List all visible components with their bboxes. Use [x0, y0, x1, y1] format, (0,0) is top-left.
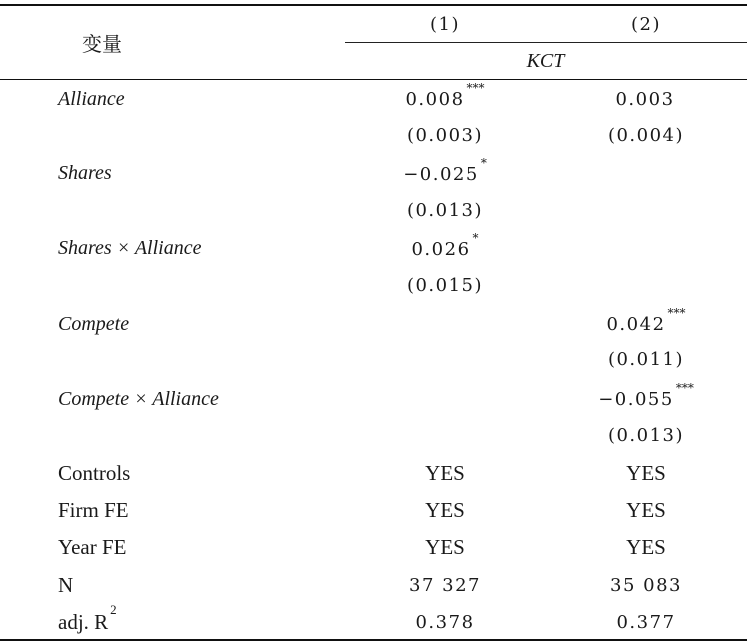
cell: 0.008***: [405, 81, 485, 110]
row-label: adj. $R^2$: [58, 602, 117, 634]
cell: 0.003: [615, 89, 675, 110]
cell: YES: [425, 461, 465, 485]
cell: (0.004): [607, 125, 685, 146]
cell: (0.013): [406, 200, 484, 221]
row-label: Alliance: [58, 88, 125, 110]
cell: YES: [626, 498, 666, 522]
header-col2: (2): [631, 14, 661, 35]
cell: (0.015): [406, 275, 484, 296]
cell: 0.378: [415, 612, 475, 633]
cell: (0.003): [406, 125, 484, 146]
cell: YES: [425, 535, 465, 559]
row-label: N: [58, 573, 74, 597]
cell: 0.026*: [411, 231, 479, 260]
header-bottom-rule: [0, 79, 747, 80]
cell: −0.055***: [598, 381, 694, 410]
cell: YES: [626, 535, 666, 559]
row-label: Shares × Alliance: [58, 237, 202, 259]
row-label: Compete: [58, 313, 130, 335]
cell: (0.011): [607, 349, 685, 370]
row-label: Firm FE: [58, 498, 129, 522]
cell: −0.025*: [403, 156, 487, 185]
bottom-rule: [0, 639, 747, 641]
header-col1: (1): [430, 14, 460, 35]
header-midrule: [345, 42, 747, 43]
top-rule: [0, 4, 747, 6]
row-label: Year FE: [58, 535, 127, 559]
row-label: Compete × Alliance: [58, 388, 219, 410]
header-variable: 变量: [82, 32, 122, 56]
cell: 0.042***: [606, 306, 686, 335]
cell: YES: [626, 461, 666, 485]
cell: (0.013): [607, 425, 685, 446]
cell: 37 327: [409, 575, 481, 596]
cell: 0.377: [616, 612, 676, 633]
row-label: Controls: [58, 461, 131, 485]
cell: 35 083: [610, 575, 682, 596]
cell: YES: [425, 498, 465, 522]
header-dep-var: KCT: [526, 50, 565, 72]
row-label: Shares: [58, 162, 112, 184]
